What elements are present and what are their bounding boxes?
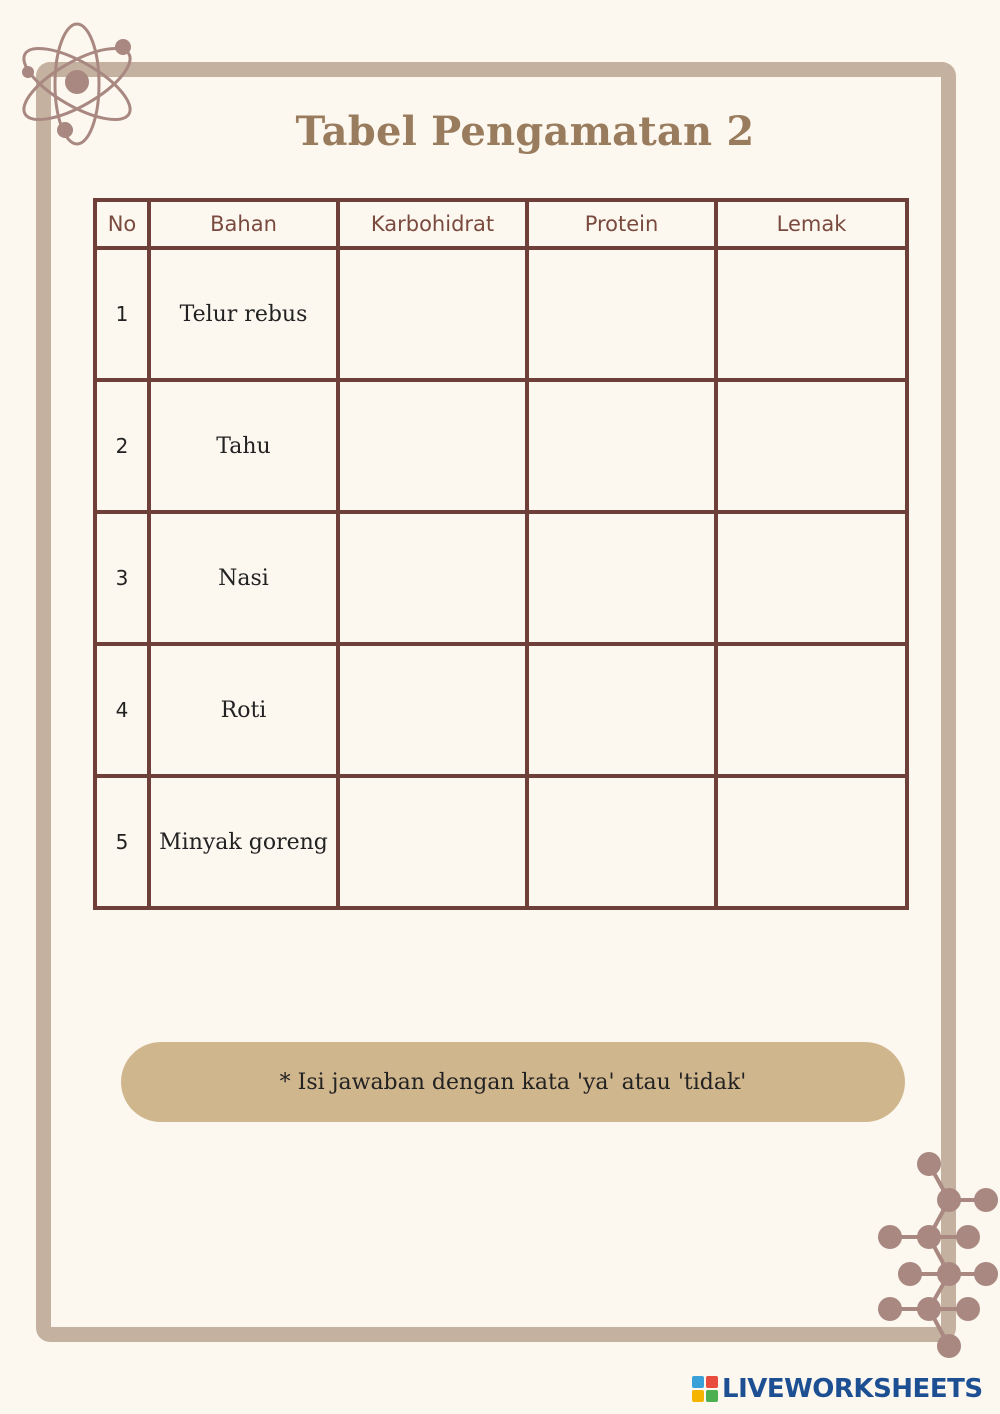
table-header-row: [95, 200, 907, 248]
karbohidrat-answer-cell[interactable]: [338, 512, 527, 644]
molecule-icon: [872, 1148, 1000, 1360]
bahan-cell: Telur rebus: [149, 248, 338, 380]
bahan-cell: Minyak goreng: [149, 776, 338, 908]
row-number: 4: [95, 644, 149, 776]
table-row: [95, 512, 907, 644]
instruction-note: [121, 1042, 905, 1122]
column-header-karbohidrat: Karbohidrat: [338, 200, 527, 248]
karbohidrat-answer-cell[interactable]: [338, 776, 527, 908]
liveworksheets-brand: [692, 1374, 983, 1404]
row-number: 3: [95, 512, 149, 644]
instruction-text: * Isi jawaban dengan kata 'ya' atau 'tidak': [279, 1069, 747, 1095]
column-header-no: No: [95, 200, 149, 248]
row-number: 2: [95, 380, 149, 512]
lemak-answer-cell[interactable]: [716, 644, 907, 776]
table-row: [95, 248, 907, 380]
observation-table: [93, 198, 909, 910]
bahan-cell: Nasi: [149, 512, 338, 644]
lemak-answer-cell[interactable]: [716, 512, 907, 644]
lemak-answer-cell[interactable]: [716, 380, 907, 512]
karbohidrat-answer-cell[interactable]: [338, 380, 527, 512]
lemak-answer-cell[interactable]: [716, 248, 907, 380]
karbohidrat-answer-cell[interactable]: [338, 644, 527, 776]
lemak-answer-cell[interactable]: [716, 776, 907, 908]
protein-answer-cell[interactable]: [527, 776, 716, 908]
column-header-lemak: Lemak: [716, 200, 907, 248]
column-header-bahan: Bahan: [149, 200, 338, 248]
row-number: 5: [95, 776, 149, 908]
column-header-protein: Protein: [527, 200, 716, 248]
protein-answer-cell[interactable]: [527, 512, 716, 644]
protein-answer-cell[interactable]: [527, 380, 716, 512]
row-number: 1: [95, 248, 149, 380]
bahan-cell: Roti: [149, 644, 338, 776]
liveworksheets-logo-icon: [692, 1376, 718, 1402]
karbohidrat-answer-cell[interactable]: [338, 248, 527, 380]
protein-answer-cell[interactable]: [527, 248, 716, 380]
table-row: [95, 776, 907, 908]
page-title: Tabel Pengamatan 2: [295, 108, 755, 155]
protein-answer-cell[interactable]: [527, 644, 716, 776]
brand-name: LIVEWORKSHEETS: [722, 1374, 983, 1404]
table-row: [95, 644, 907, 776]
table-row: [95, 380, 907, 512]
bahan-cell: Tahu: [149, 380, 338, 512]
